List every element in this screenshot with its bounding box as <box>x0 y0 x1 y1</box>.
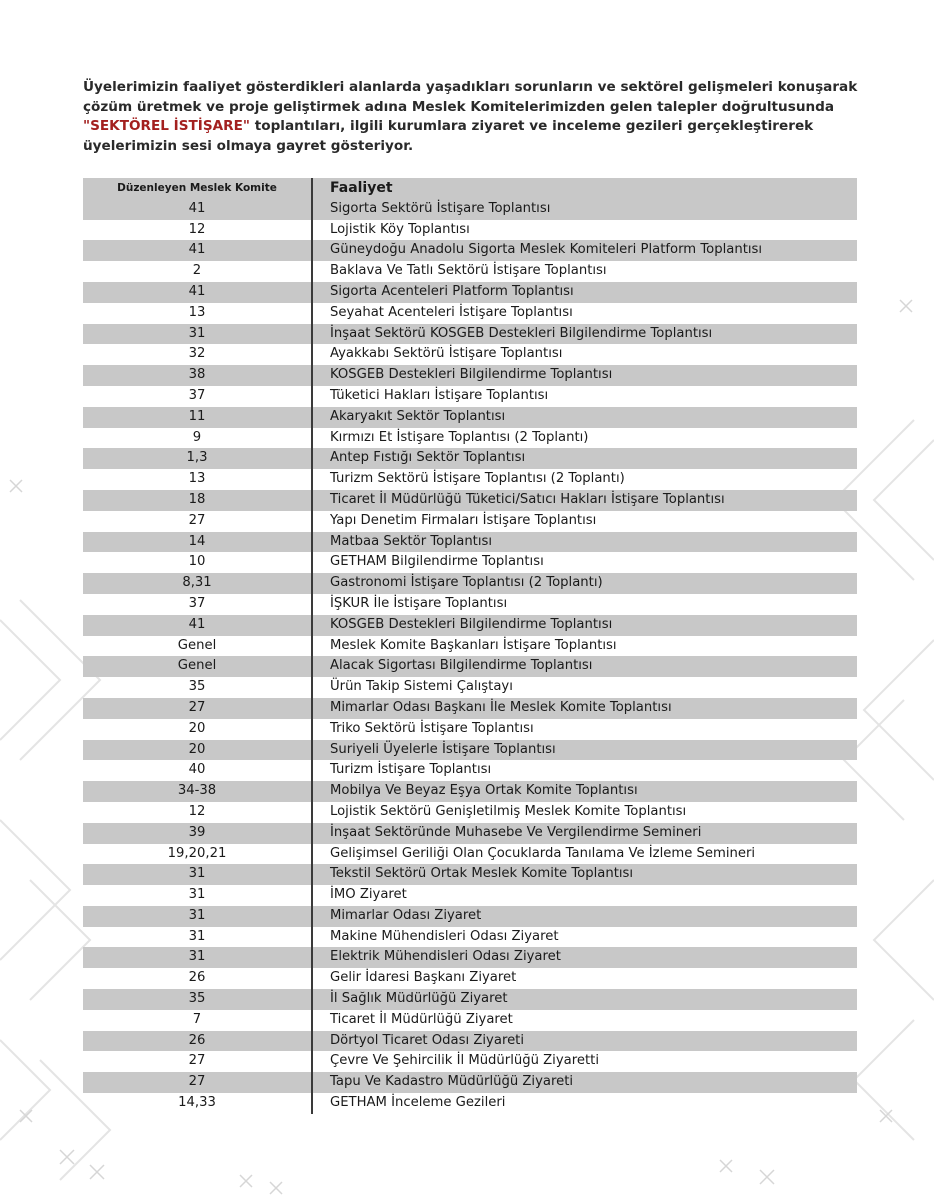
committee-cell: 9 <box>192 429 202 445</box>
activity-cell: Çevre Ve Şehircilik İl Müdürlüğü Ziyaretti <box>311 1051 857 1072</box>
table-row <box>83 261 857 282</box>
committee-cell: 7 <box>192 1011 202 1027</box>
table-row <box>83 947 857 968</box>
committee-cell: 14,33 <box>178 1095 216 1111</box>
table-row <box>83 781 857 802</box>
committee-cell: 41 <box>188 283 206 299</box>
table-row <box>83 365 857 386</box>
committee-cell: 35 <box>188 991 206 1007</box>
table-row <box>83 719 857 740</box>
activity-cell: Tüketici Hakları İstişare Toplantısı <box>311 386 857 407</box>
table-row <box>83 386 857 407</box>
table-row <box>83 573 857 594</box>
committee-cell: 41 <box>188 242 206 258</box>
committee-cell: 41 <box>188 616 206 632</box>
committee-cell: 12 <box>188 803 206 819</box>
committee-cell: 1,3 <box>186 450 208 466</box>
table-row <box>83 594 857 615</box>
activity-cell: Güneydoğu Anadolu Sigorta Meslek Komiteleri Platform Toplantısı <box>311 240 857 261</box>
committee-cell: 10 <box>188 554 206 570</box>
table-row <box>83 199 857 220</box>
committee-cell: 37 <box>188 595 206 611</box>
table-header-row <box>83 178 857 199</box>
activity-cell: Lojistik Sektörü Genişletilmiş Meslek Komite Toplantısı <box>311 802 857 823</box>
table-row <box>83 490 857 511</box>
activity-cell: Mimarlar Odası Ziyaret <box>311 906 857 927</box>
committee-cell: 39 <box>188 824 206 840</box>
committee-cell: Genel <box>177 637 217 653</box>
activity-cell: Gelir İdaresi Başkanı Ziyaret <box>311 968 857 989</box>
table-row <box>83 1072 857 1093</box>
committee-cell: 27 <box>188 1074 206 1090</box>
table-body <box>83 199 857 1114</box>
activity-cell: Makine Mühendisleri Odası Ziyaret <box>311 927 857 948</box>
committee-cell: Genel <box>177 658 217 674</box>
activity-cell: Antep Fıstığı Sektör Toplantısı <box>311 448 857 469</box>
intro-paragraph <box>83 78 873 156</box>
table-row <box>83 927 857 948</box>
header-committee: Düzenleyen Meslek Komite <box>117 182 277 194</box>
table-row <box>83 885 857 906</box>
activity-cell: Alacak Sigortası Bilgilendirme Toplantısı <box>311 656 857 677</box>
activity-cell: Sigorta Sektörü İstişare Toplantısı <box>311 199 857 220</box>
table-row <box>83 1051 857 1072</box>
committee-cell: 37 <box>188 387 206 403</box>
activity-cell: Turizm İstişare Toplantısı <box>311 760 857 781</box>
table-row <box>83 656 857 677</box>
table-row <box>83 802 857 823</box>
table-row <box>83 344 857 365</box>
committee-cell: 35 <box>188 679 206 695</box>
activity-cell: KOSGEB Destekleri Bilgilendirme Toplantısı <box>311 615 857 636</box>
committee-cell: 2 <box>192 263 202 279</box>
activity-cell: Matbaa Sektör Toplantısı <box>311 532 857 553</box>
activity-cell: Suriyeli Üyelerle İstişare Toplantısı <box>311 740 857 761</box>
activity-cell: Yapı Denetim Firmaları İstişare Toplantısı <box>311 511 857 532</box>
activity-cell: Mobilya Ve Beyaz Eşya Ortak Komite Toplantısı <box>311 781 857 802</box>
activity-cell: Dörtyol Ticaret Odası Ziyareti <box>311 1031 857 1052</box>
table-row <box>83 740 857 761</box>
committee-cell: 14 <box>188 533 206 549</box>
table-row <box>83 844 857 865</box>
activity-cell: Elektrik Mühendisleri Odası Ziyaret <box>311 947 857 968</box>
intro-text-2: toplantıları, ilgili kurumlara ziyaret ve inceleme gezileri gerçekleştirerek üyelerimizin sesi olmaya gayret gösteriyor. <box>83 118 814 154</box>
activity-cell: Ticaret İl Müdürlüğü Ziyaret <box>311 1010 857 1031</box>
intro-highlight: "SEKTÖREL İSTİŞARE" <box>83 118 250 134</box>
activity-cell: İnşaat Sektörü KOSGEB Destekleri Bilgilendirme Toplantısı <box>311 324 857 345</box>
table-row <box>83 469 857 490</box>
table-row <box>83 282 857 303</box>
committee-cell: 31 <box>188 866 206 882</box>
activity-cell: Akaryakıt Sektör Toplantısı <box>311 407 857 428</box>
activity-cell: GETHAM Bilgilendirme Toplantısı <box>311 552 857 573</box>
committee-cell: 40 <box>188 762 206 778</box>
committee-cell: 41 <box>188 200 206 216</box>
committee-cell: 38 <box>188 367 206 383</box>
committee-cell: 31 <box>188 928 206 944</box>
table-row <box>83 324 857 345</box>
table-row <box>83 1093 857 1114</box>
committee-cell: 20 <box>188 741 206 757</box>
activity-cell: Ticaret İl Müdürlüğü Tüketici/Satıcı Hakları İstişare Toplantısı <box>311 490 857 511</box>
committee-cell: 18 <box>188 491 206 507</box>
table-row <box>83 698 857 719</box>
table-row <box>83 864 857 885</box>
committee-cell: 31 <box>188 907 206 923</box>
table-row <box>83 1010 857 1031</box>
table-row <box>83 636 857 657</box>
committee-cell: 12 <box>188 221 206 237</box>
table-row <box>83 303 857 324</box>
activity-cell: Mimarlar Odası Başkanı İle Meslek Komite Toplantısı <box>311 698 857 719</box>
committee-cell: 13 <box>188 304 206 320</box>
committee-cell: 27 <box>188 512 206 528</box>
committee-cell: 11 <box>188 408 206 424</box>
table-row <box>83 220 857 241</box>
table-row <box>83 448 857 469</box>
table-row <box>83 615 857 636</box>
activity-cell: GETHAM İnceleme Gezileri <box>311 1093 857 1114</box>
activity-cell: Lojistik Köy Toplantısı <box>311 220 857 241</box>
table-row <box>83 511 857 532</box>
activity-cell: Meslek Komite Başkanları İstişare Toplantısı <box>311 636 857 657</box>
table-row <box>83 677 857 698</box>
committee-cell: 26 <box>188 970 206 986</box>
activity-cell: İŞKUR İle İstişare Toplantısı <box>311 594 857 615</box>
activity-cell: Tekstil Sektörü Ortak Meslek Komite Toplantısı <box>311 864 857 885</box>
committee-cell: 27 <box>188 699 206 715</box>
table-row <box>83 906 857 927</box>
table-row <box>83 823 857 844</box>
table-row <box>83 552 857 573</box>
activity-cell: İnşaat Sektöründe Muhasebe Ve Vergilendirme Semineri <box>311 823 857 844</box>
header-activity: Faaliyet <box>311 178 857 199</box>
activity-cell: Gastronomi İstişare Toplantısı (2 Toplantı) <box>311 573 857 594</box>
activity-cell: İMO Ziyaret <box>311 885 857 906</box>
activity-cell: İl Sağlık Müdürlüğü Ziyaret <box>311 989 857 1010</box>
table-row <box>83 428 857 449</box>
activity-cell: Ayakkabı Sektörü İstişare Toplantısı <box>311 344 857 365</box>
committee-cell: 8,31 <box>182 575 212 591</box>
activities-table <box>83 178 857 1114</box>
table-row <box>83 760 857 781</box>
committee-cell: 31 <box>188 887 206 903</box>
committee-cell: 19,20,21 <box>167 845 227 861</box>
table-row <box>83 1031 857 1052</box>
committee-cell: 26 <box>188 1032 206 1048</box>
activity-cell: Seyahat Acenteleri İstişare Toplantısı <box>311 303 857 324</box>
table-row <box>83 532 857 553</box>
activity-cell: Sigorta Acenteleri Platform Toplantısı <box>311 282 857 303</box>
committee-cell: 32 <box>188 346 206 362</box>
intro-text-1: Üyelerimizin faaliyet gösterdikleri alanlarda yaşadıkları sorunların ve sektörel gelişmeleri konuşarak çözüm üretmek ve proje geliştirmek adına Meslek Komitelerimizden gelen talepler doğrultusunda <box>83 79 858 115</box>
committee-cell: 34-38 <box>177 783 217 799</box>
table-row <box>83 968 857 989</box>
committee-cell: 20 <box>188 720 206 736</box>
committee-cell: 31 <box>188 325 206 341</box>
committee-cell: 27 <box>188 1053 206 1069</box>
activity-cell: Gelişimsel Geriliği Olan Çocuklarda Tanılama Ve İzleme Semineri <box>311 844 857 865</box>
committee-cell: 13 <box>188 471 206 487</box>
table-row <box>83 240 857 261</box>
activity-cell: Tapu Ve Kadastro Müdürlüğü Ziyareti <box>311 1072 857 1093</box>
activity-cell: Ürün Takip Sistemi Çalıştayı <box>311 677 857 698</box>
activity-cell: Triko Sektörü İstişare Toplantısı <box>311 719 857 740</box>
activity-cell: Baklava Ve Tatlı Sektörü İstişare Toplantısı <box>311 261 857 282</box>
table-row <box>83 989 857 1010</box>
committee-cell: 31 <box>188 949 206 965</box>
activity-cell: Kırmızı Et İstişare Toplantısı (2 Toplantı) <box>311 428 857 449</box>
activity-cell: KOSGEB Destekleri Bilgilendirme Toplantısı <box>311 365 857 386</box>
activity-cell: Turizm Sektörü İstişare Toplantısı (2 Toplantı) <box>311 469 857 490</box>
table-row <box>83 407 857 428</box>
